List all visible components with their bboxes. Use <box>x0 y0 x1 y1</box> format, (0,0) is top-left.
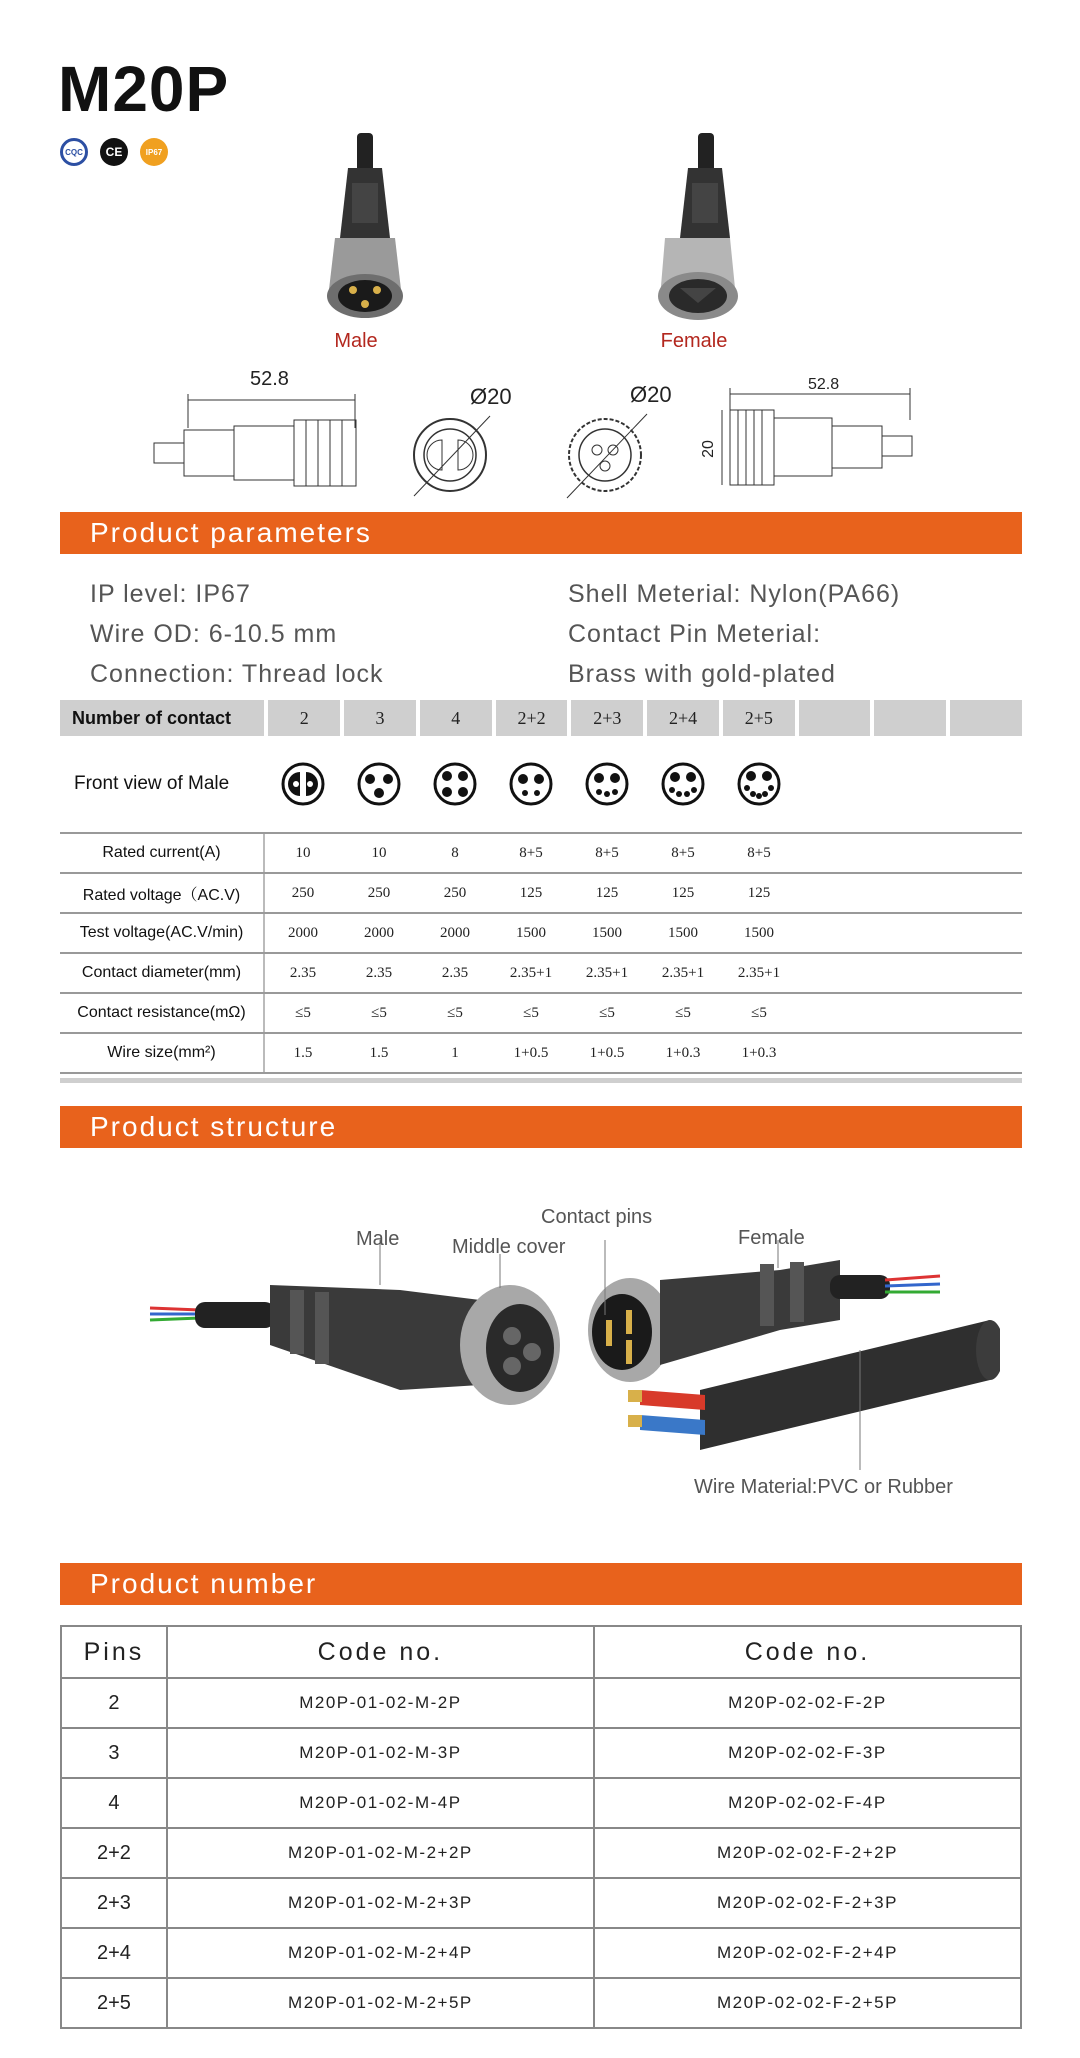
pin-layout-2plus3-icon <box>569 736 645 832</box>
male-code-cell: M20P-01-02-M-2+2P <box>167 1828 594 1878</box>
product-number-header-row <box>61 1626 1021 1678</box>
cqc-cert-icon: CQC <box>60 138 88 166</box>
spec-row <box>60 874 1022 914</box>
male-front-drawing <box>400 400 520 510</box>
pin-layout-2-icon <box>265 736 341 832</box>
spec-row-label: Rated current(A) <box>60 834 265 872</box>
spec-cell: 125 <box>519 884 543 901</box>
female-code-cell: M20P-02-02-F-2+3P <box>594 1878 1021 1928</box>
female-code-cell: M20P-02-02-F-2+2P <box>594 1828 1021 1878</box>
spec-cell: 1+0.3 <box>665 1044 701 1061</box>
param-shell-material: Shell Meterial: Nylon(PA66) <box>568 580 901 608</box>
table-row <box>61 1978 1021 2028</box>
male-code-cell: M20P-01-02-M-2+4P <box>167 1928 594 1978</box>
male-length-dimension: 52.8 <box>250 368 289 390</box>
spec-row <box>60 834 1022 874</box>
header-code-female: Code no. <box>594 1626 1021 1678</box>
table-row <box>61 1678 1021 1728</box>
spec-cell: 2.35 <box>365 964 393 981</box>
spec-header-cell: 2+3 <box>571 700 643 736</box>
param-connection: Connection: Thread lock <box>90 660 384 688</box>
spec-row <box>60 1034 1022 1074</box>
table-row <box>61 1928 1021 1978</box>
spec-header-cell: 2+2 <box>496 700 568 736</box>
spec-row <box>60 914 1022 954</box>
spec-header-cell <box>950 700 1022 736</box>
table-row <box>61 1878 1021 1928</box>
spec-header-cell: 2+4 <box>647 700 719 736</box>
spec-cell: 2.35 <box>289 964 317 981</box>
female-code-cell: M20P-02-02-F-2+5P <box>594 1978 1021 2028</box>
pin-layout-2plus4-icon <box>645 736 721 832</box>
spec-cell: ≤5 <box>751 1004 767 1021</box>
spec-cell: 1.5 <box>293 1044 313 1061</box>
spec-cell: 1+0.5 <box>513 1044 549 1061</box>
spec-cell: 8+5 <box>595 844 619 861</box>
male-code-cell: M20P-01-02-M-2+5P <box>167 1978 594 2028</box>
header-pins: Pins <box>61 1626 167 1678</box>
spec-cell: 1 <box>451 1044 459 1061</box>
spec-cell: 125 <box>747 884 771 901</box>
pins-cell: 2+4 <box>61 1928 167 1978</box>
male-code-cell: M20P-01-02-M-2+3P <box>167 1878 594 1928</box>
spec-cell: 10 <box>371 844 387 861</box>
spec-row-label: Rated voltage（AC.V) <box>60 874 265 912</box>
spec-row-label: Wire size(mm²) <box>60 1034 265 1072</box>
female-diameter-dimension: Ø20 <box>630 382 672 407</box>
spec-row-label: Contact resistance(mΩ) <box>60 994 265 1032</box>
spec-cell: 125 <box>595 884 619 901</box>
pins-cell: 3 <box>61 1728 167 1778</box>
spec-row-label: Contact diameter(mm) <box>60 954 265 992</box>
female-code-cell: M20P-02-02-F-2P <box>594 1678 1021 1728</box>
female-connector-image <box>620 128 770 328</box>
spec-cell: 8+5 <box>671 844 695 861</box>
pin-layout-4-icon <box>417 736 493 832</box>
spec-cell: 2.35+1 <box>661 964 705 981</box>
spec-cell: 8+5 <box>519 844 543 861</box>
spec-cell: 2.35+1 <box>509 964 553 981</box>
param-contact-pin-material: Contact Pin Meterial: <box>568 620 822 648</box>
female-height-dimension: 20 <box>699 440 717 458</box>
callout-female: Female <box>738 1227 805 1249</box>
ip67-cert-icon: IP67 <box>140 138 168 166</box>
spec-header-cell: 3 <box>344 700 416 736</box>
pin-layout-2plus5-icon <box>721 736 797 832</box>
spec-cell: 250 <box>367 884 391 901</box>
callout-wire-material: Wire Material:PVC or Rubber <box>694 1476 953 1498</box>
spec-cell: 250 <box>443 884 467 901</box>
pin-layout-2plus2-icon <box>493 736 569 832</box>
spec-header-cell: 2+5 <box>723 700 795 736</box>
ce-cert-icon: CE <box>100 138 128 166</box>
structure-diagram <box>140 1240 1000 1500</box>
spec-cell: 2.35+1 <box>737 964 781 981</box>
male-code-cell: M20P-01-02-M-4P <box>167 1778 594 1828</box>
section-product-structure: Product structure <box>60 1106 1022 1148</box>
spec-table <box>60 700 1022 1074</box>
callout-contact-pins: Contact pins <box>541 1206 653 1228</box>
spec-cell: 1500 <box>592 924 622 941</box>
spec-cell: 2000 <box>440 924 470 941</box>
spec-header-row <box>60 700 1022 736</box>
female-length-dimension: 52.8 <box>808 376 840 393</box>
male-photo-label: Male <box>334 330 378 352</box>
spec-row <box>60 954 1022 994</box>
male-code-cell: M20P-01-02-M-2P <box>167 1678 594 1728</box>
spec-cell: ≤5 <box>447 1004 463 1021</box>
spec-cell: 2000 <box>288 924 318 941</box>
female-code-cell: M20P-02-02-F-2+4P <box>594 1928 1021 1978</box>
table-row <box>61 1828 1021 1878</box>
spec-cell: 1+0.5 <box>589 1044 625 1061</box>
spec-cell: 2.35 <box>441 964 469 981</box>
spec-cell: 250 <box>291 884 315 901</box>
spec-cell: 1500 <box>668 924 698 941</box>
spec-cell: 1500 <box>744 924 774 941</box>
callout-middle-cover: Middle cover <box>452 1236 566 1258</box>
spec-cell: 1500 <box>516 924 546 941</box>
param-contact-pin-finish: Brass with gold-plated <box>568 660 836 688</box>
callout-male: Male <box>356 1228 400 1250</box>
spec-cell: 8+5 <box>747 844 771 861</box>
section-product-parameters: Product parameters <box>60 512 1022 554</box>
spec-front-view-label: Front view of Male <box>74 773 230 794</box>
spec-header-cell <box>874 700 946 736</box>
table-row <box>61 1778 1021 1828</box>
spec-cell: 1.5 <box>369 1044 389 1061</box>
header-code-male: Code no. <box>167 1626 594 1678</box>
spec-cell: ≤5 <box>675 1004 691 1021</box>
spec-header-cell: 2 <box>268 700 340 736</box>
pins-cell: 4 <box>61 1778 167 1828</box>
table-row <box>61 1728 1021 1778</box>
pin-layout-3-icon <box>341 736 417 832</box>
section-product-number: Product number <box>60 1563 1022 1605</box>
spec-front-view-row <box>60 736 1022 834</box>
male-code-cell: M20P-01-02-M-3P <box>167 1728 594 1778</box>
param-wire-od: Wire OD: 6-10.5 mm <box>90 620 338 648</box>
spec-header-label: Number of contact <box>60 700 264 736</box>
female-code-cell: M20P-02-02-F-3P <box>594 1728 1021 1778</box>
spec-header-cell <box>799 700 871 736</box>
pins-cell: 2+3 <box>61 1878 167 1928</box>
pins-cell: 2+5 <box>61 1978 167 2028</box>
spec-row <box>60 994 1022 1034</box>
male-connector-image <box>290 128 440 328</box>
spec-cell: 2.35+1 <box>585 964 629 981</box>
spec-cell: 125 <box>671 884 695 901</box>
spec-cell: ≤5 <box>371 1004 387 1021</box>
spec-cell: ≤5 <box>599 1004 615 1021</box>
spec-cell: 8 <box>451 844 459 861</box>
spec-cell: 10 <box>295 844 311 861</box>
spec-header-cell: 4 <box>420 700 492 736</box>
female-photo-label: Female <box>660 330 728 352</box>
spec-cell: ≤5 <box>295 1004 311 1021</box>
spec-cell: ≤5 <box>523 1004 539 1021</box>
param-ip-level: IP level: IP67 <box>90 580 251 608</box>
female-side-drawing <box>700 380 950 500</box>
spec-table-bottom-rule <box>60 1078 1022 1083</box>
pins-cell: 2+2 <box>61 1828 167 1878</box>
spec-cell: 1+0.3 <box>741 1044 777 1061</box>
female-code-cell: M20P-02-02-F-4P <box>594 1778 1021 1828</box>
male-diameter-dimension: Ø20 <box>470 384 512 409</box>
page-title: M20P <box>58 53 230 125</box>
spec-cell: 2000 <box>364 924 394 941</box>
pins-cell: 2 <box>61 1678 167 1728</box>
product-number-table <box>60 1625 1022 2029</box>
spec-row-label: Test voltage(AC.V/min) <box>60 914 265 952</box>
female-front-drawing <box>555 400 675 510</box>
